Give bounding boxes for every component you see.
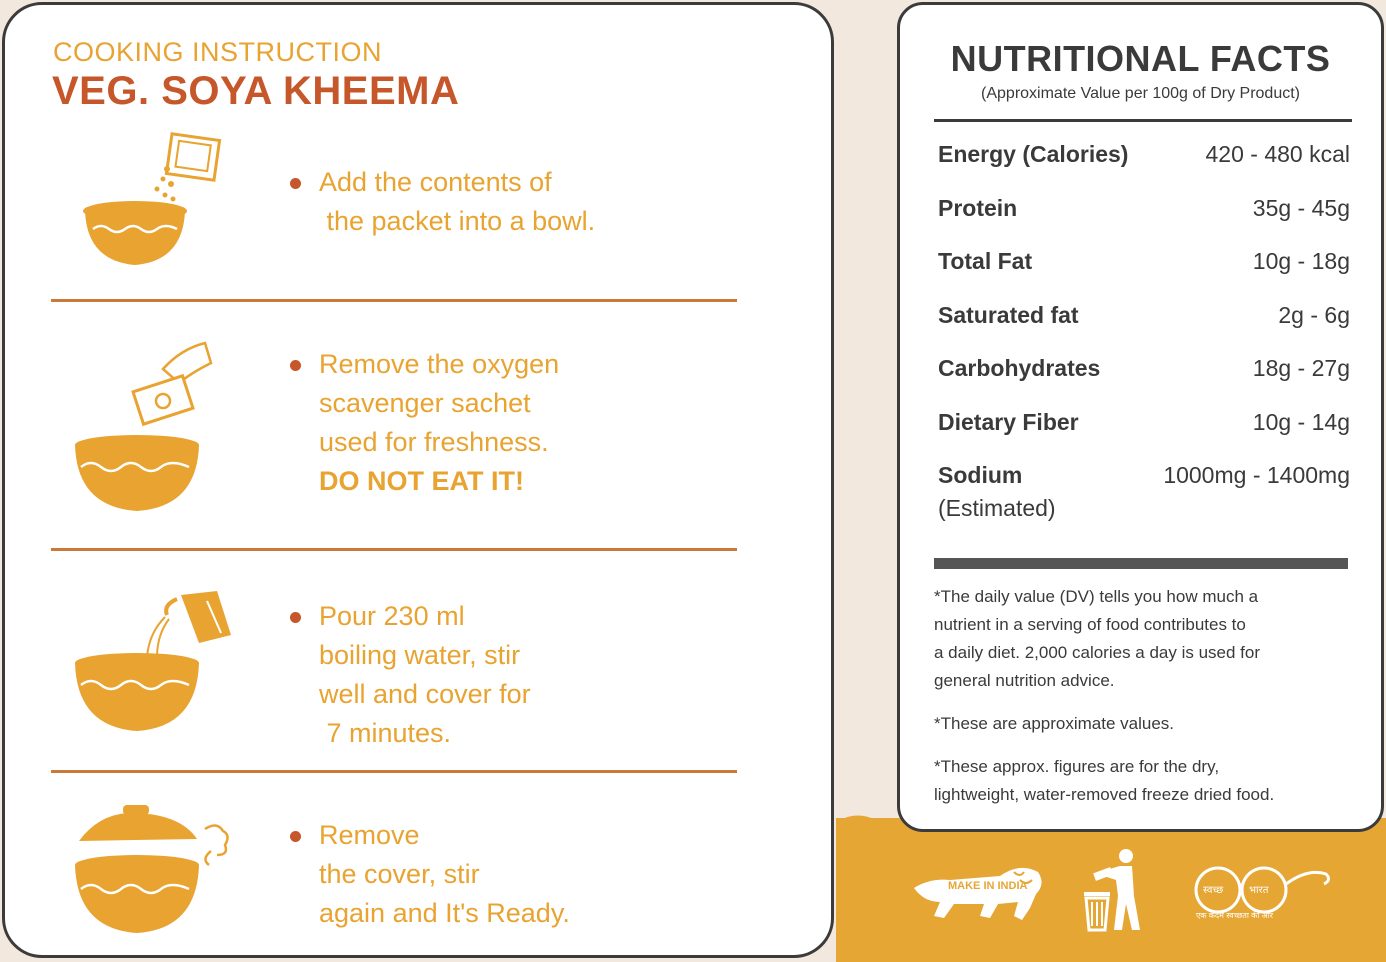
step-1-bullet xyxy=(290,178,301,189)
nutrient-value: 10g - 14g xyxy=(1252,409,1350,435)
note-line: *These approx. figures are for the dry, xyxy=(934,757,1220,776)
nutrient-name: Total Fat xyxy=(938,248,1033,274)
nutrient-value: 2g - 6g xyxy=(1278,302,1350,328)
nutrition-note-approx xyxy=(934,710,1354,738)
step-2-warning: DO NOT EAT IT! xyxy=(319,466,524,496)
nutrition-note-dry xyxy=(934,753,1354,809)
step-4-line-1: Remove xyxy=(319,820,420,850)
nutrition-thick-rule xyxy=(934,558,1348,569)
nutrient-value: 35g - 45g xyxy=(1252,195,1350,221)
step-divider-1 xyxy=(51,299,737,302)
remove-sachet-bowl-icon xyxy=(71,339,221,519)
step-2-line-2: scavenger sachet xyxy=(319,388,531,418)
nutrition-subtitle: (Approximate Value per 100g of Dry Product) xyxy=(981,85,1300,102)
note-line: *The daily value (DV) tells you how much a xyxy=(934,587,1259,606)
step-4-line-2: the cover, stir xyxy=(319,859,480,889)
swachh-tagline: एक कदम स्वच्छता की ओर xyxy=(1196,911,1274,920)
nutrition-facts-card xyxy=(897,2,1384,832)
step-1-line-1: Add the contents of xyxy=(319,167,552,197)
nutrient-value: 10g - 18g xyxy=(1252,248,1350,274)
note-line: nutrient in a serving of food contributes to xyxy=(934,615,1246,634)
nutrient-note: (Estimated) xyxy=(938,495,1056,521)
step-2-bullet xyxy=(290,360,301,371)
nutrient-name: Protein xyxy=(938,195,1018,221)
step-2-text xyxy=(319,345,559,501)
nutrient-value: 18g - 27g xyxy=(1252,355,1350,381)
product-title: VEG. SOYA KHEEMA xyxy=(52,69,460,113)
pour-water-bowl-icon xyxy=(71,585,241,740)
nutrition-title: NUTRITIONAL FACTS xyxy=(950,38,1331,79)
nutrient-name: Energy (Calories) xyxy=(938,141,1129,167)
step-3-line-2: boiling water, stir xyxy=(319,640,521,670)
step-2-line-3: used for freshness. xyxy=(319,427,549,457)
nutrient-value: 420 - 480 kcal xyxy=(1205,141,1350,167)
note-line: general nutrition advice. xyxy=(934,671,1115,690)
step-divider-2 xyxy=(51,548,737,551)
step-1-text xyxy=(319,163,595,241)
step-3-text xyxy=(319,597,531,753)
trash-bin-person-icon xyxy=(1080,846,1146,934)
step-1-line-2: the packet into a bowl. xyxy=(319,206,596,236)
nutrient-value: 1000mg - 1400mg xyxy=(1163,462,1350,488)
cooking-instructions-card xyxy=(2,2,834,958)
step-4-line-3: again and It's Ready. xyxy=(319,898,570,928)
packet-pour-bowl-icon xyxy=(81,129,231,274)
cooking-label: COOKING INSTRUCTION xyxy=(53,37,383,67)
make-in-india-text: MAKE IN INDIA xyxy=(948,880,1028,892)
note-line: lightweight, water-removed freeze dried food. xyxy=(934,785,1275,804)
step-3-bullet xyxy=(290,612,301,623)
step-4-text xyxy=(319,816,570,933)
step-3-line-1: Pour 230 ml xyxy=(319,601,465,631)
step-3-line-3: well and cover for xyxy=(319,679,531,709)
note-line: *These are approximate values. xyxy=(934,714,1175,733)
note-line: a daily diet. 2,000 calories a day is used for xyxy=(934,643,1261,662)
step-divider-3 xyxy=(51,770,737,773)
step-3-line-4: 7 minutes. xyxy=(319,718,452,748)
nutrition-top-rule xyxy=(934,119,1352,122)
nutrient-name: Sodium xyxy=(938,462,1023,488)
nutrient-name: Saturated fat xyxy=(938,302,1079,328)
swachh-left-text: स्वच्छ xyxy=(1203,885,1224,896)
nutrient-name: Dietary Fiber xyxy=(938,409,1079,435)
nutrient-name: Carbohydrates xyxy=(938,355,1101,381)
step-2-line-1: Remove the oxygen xyxy=(319,349,560,379)
step-4-bullet xyxy=(290,831,301,842)
swachh-right-text: भारत xyxy=(1249,885,1269,896)
covered-steaming-bowl-icon xyxy=(71,801,241,941)
nutrition-note-dv xyxy=(934,583,1354,695)
